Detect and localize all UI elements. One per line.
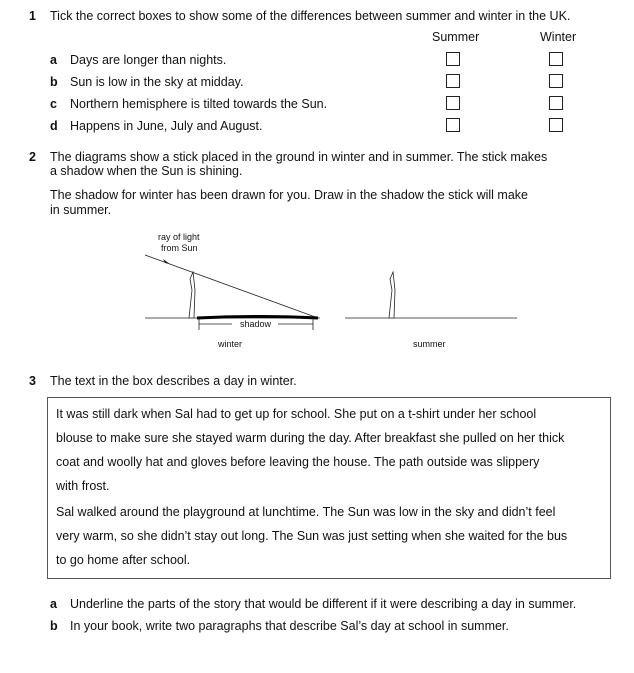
question-text: The diagrams show a stick placed in the ground in winter and in summer. The stick makes	[50, 150, 548, 164]
row-text: Northern hemisphere is tilted towards the Sun.	[70, 97, 328, 111]
story-box	[47, 397, 611, 579]
question-number: 3	[29, 374, 36, 388]
winter-shadow	[197, 317, 318, 319]
row-text: Happens in June, July and August.	[70, 119, 263, 133]
row-letter: b	[50, 75, 58, 89]
stick-summer	[389, 272, 395, 318]
winter-label: winter	[218, 339, 243, 349]
story-line: It was still dark when Sal had to get up for school. She put on a t-shirt under her school	[56, 407, 537, 421]
row-letter: a	[50, 53, 57, 67]
row-letter: c	[50, 97, 57, 111]
row-text: Days are longer than nights.	[70, 53, 227, 67]
part-letter: b	[50, 619, 58, 633]
row-letter: d	[50, 119, 58, 133]
ray-label: from Sun	[161, 243, 198, 253]
question-number: 2	[29, 150, 36, 164]
summer-label: summer	[413, 339, 446, 349]
part-text: In your book, write two paragraphs that describe Sal’s day at school in summer.	[70, 619, 509, 633]
stick-winter	[189, 272, 195, 318]
story-line: Sal walked around the playground at lunchtime. The Sun was low in the sky and didn’t feel	[56, 505, 556, 519]
part-text: Underline the parts of the story that would be different if it were describing a day in summer.	[70, 597, 577, 611]
story-line: with frost.	[56, 479, 110, 493]
question-text: The shadow for winter has been drawn for you. Draw in the shadow the stick will make	[50, 188, 529, 202]
ray-label: ray of light	[158, 232, 200, 242]
part-letter: a	[50, 597, 57, 611]
row-text: Sun is low in the sky at midday.	[70, 75, 244, 89]
story-line: coat and woolly hat and gloves before leaving the house. The path outside was slippery	[56, 455, 540, 469]
ray-arrow-icon	[163, 259, 170, 264]
question-text: Tick the correct boxes to show some of the differences between summer and winter in the UK.	[50, 9, 571, 23]
question-text: in summer.	[50, 203, 112, 217]
story-line: to go home after school.	[56, 553, 191, 567]
shadow-label: shadow	[240, 319, 272, 329]
question-text: a shadow when the Sun is shining.	[50, 164, 243, 178]
sun-ray-line	[145, 255, 318, 318]
story-line: very warm, so she didn’t stay out long. The Sun was just setting when she waited for the bus	[56, 529, 568, 543]
story-line: blouse to make sure she stayed warm during the day. After breakfast she pulled on her thick	[56, 431, 565, 445]
column-header-winter: Winter	[540, 30, 577, 44]
question-number: 1	[29, 9, 36, 23]
column-header-summer: Summer	[432, 30, 480, 44]
question-text: The text in the box describes a day in winter.	[50, 374, 297, 388]
